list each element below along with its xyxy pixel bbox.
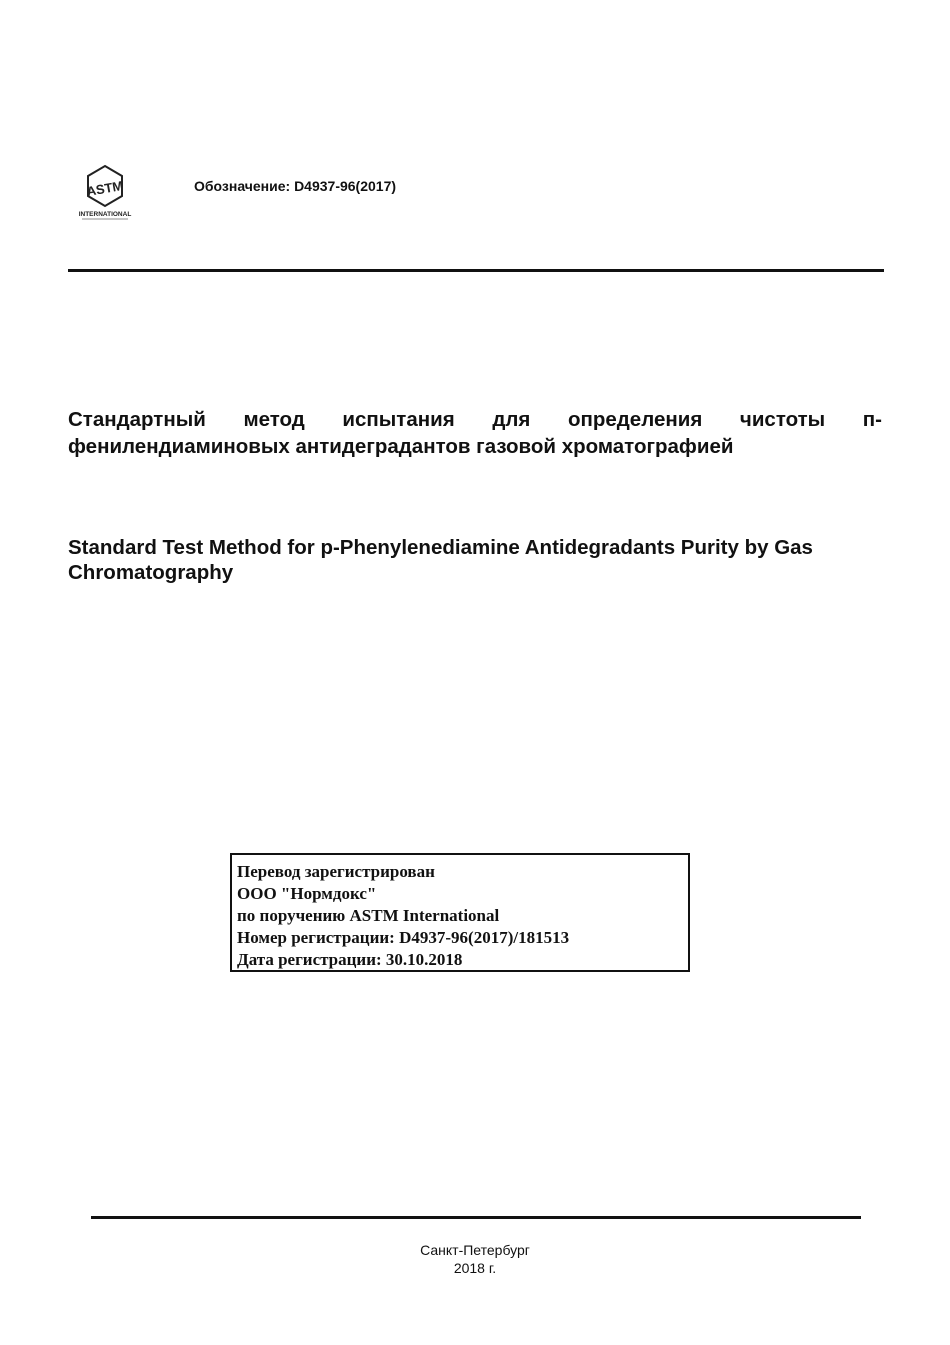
registration-line: ООО "Нормдокс" [237, 884, 377, 903]
top-divider [68, 269, 884, 272]
registration-date: Дата регистрации: 30.10.2018 [237, 950, 463, 969]
title-russian [68, 406, 882, 460]
title-english: Standard Test Method for p-Phenylenediamine Antidegradants Purity by Gas Chromatography [68, 536, 813, 584]
footer-year: 2018 г. [453, 1260, 497, 1276]
registration-line: Перевод зарегистрирован [237, 862, 435, 881]
registration-number: Номер регистрации: D4937-96(2017)/181513 [237, 928, 570, 947]
title-russian-line-1: Стандартный метод испытания для определения чистоты п- [68, 408, 882, 431]
designation: Обозначение: D4937-96(2017) [194, 178, 397, 194]
footer-city: Санкт-Петербург [420, 1242, 530, 1258]
svg-text:ASTM: ASTM [85, 177, 125, 200]
registration-box [230, 853, 690, 972]
bottom-divider [91, 1216, 861, 1219]
footer [0, 1241, 950, 1277]
title-russian-line-2: фенилендиаминовых антидеградантов газовой хроматографией [68, 435, 734, 458]
registration-line: по поручению ASTM International [237, 906, 500, 925]
astm-logo [78, 162, 132, 222]
svg-text:INTERNATIONAL: INTERNATIONAL [78, 211, 132, 218]
